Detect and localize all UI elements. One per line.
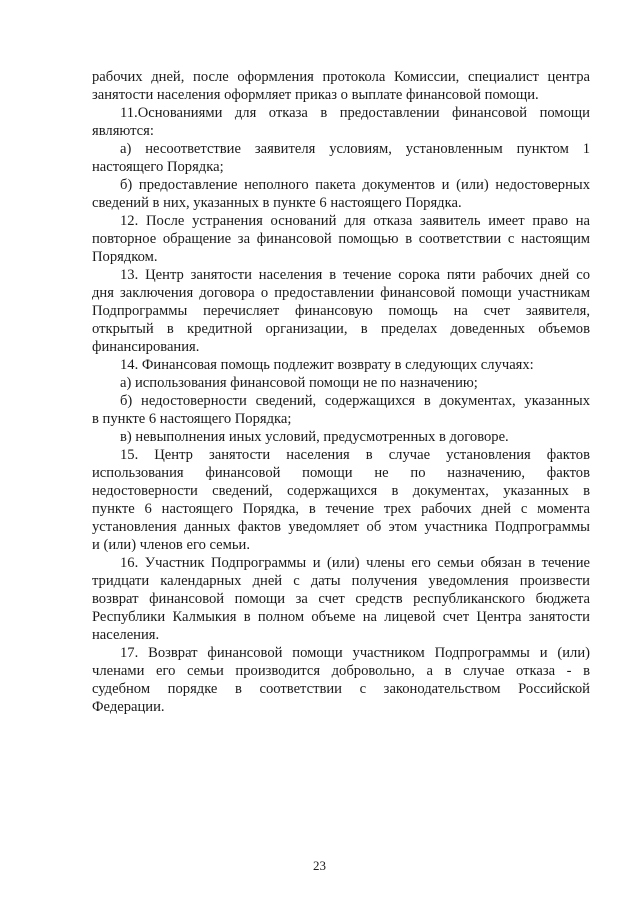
text-line: Республики Калмыкия в полном объеме на лицевой счет Центра занятости: [92, 609, 590, 625]
text-line: в) невыполнения иных условий, предусмотренных в договоре.: [120, 429, 509, 445]
text-line: рабочих дней, после оформления протокола Комиссии, специалист центра: [92, 69, 590, 85]
text-line: пункте 6 настоящего Порядка, в течение трех рабочих дней с момента: [92, 501, 590, 517]
text-line: занятости населения оформляет приказ о выплате финансовой помощи.: [92, 87, 539, 103]
text-line: а) несоответствие заявителя условиям, установленным пунктом 1: [120, 141, 590, 157]
text-line: сведений в них, указанных в пункте 6 настоящего Порядка.: [92, 195, 462, 211]
text-line: являются:: [92, 123, 154, 139]
text-line: 15. Центр занятости населения в случае установления фактов: [120, 447, 590, 463]
text-line: возврат финансовой помощи за счет средств республиканского бюджета: [92, 591, 590, 607]
text-line: дня заключения договора о предоставлении финансовой помощи участникам: [92, 285, 590, 301]
text-line: а) использования финансовой помощи не по назначению;: [120, 375, 478, 391]
text-line: населения.: [92, 627, 160, 643]
text-line: 11.Основаниями для отказа в предоставлении финансовой помощи: [120, 105, 590, 121]
text-line: в пункте 6 настоящего Порядка;: [92, 411, 292, 427]
text-line: 14. Финансовая помощь подлежит возврату в следующих случаях:: [120, 357, 534, 373]
text-line: Подпрограммы перечисляет финансовую помощь на счет заявителя,: [92, 303, 590, 319]
text-line: установления данных фактов уведомляет об этом участника Подпрограммы: [92, 519, 590, 535]
text-line: использования финансовой помощи не по назначению, фактов: [92, 465, 590, 481]
text-line: Федерации.: [92, 699, 165, 715]
text-line: б) предоставление неполного пакета документов и (или) недостоверных: [120, 177, 590, 193]
text-line: б) недостоверности сведений, содержащихся в документах, указанных: [120, 393, 590, 409]
text-line: и (или) членов его семьи.: [92, 537, 251, 553]
text-line: 17. Возврат финансовой помощи участником Подпрограммы и (или): [120, 645, 590, 661]
text-line: тридцати календарных дней с даты получения уведомления произвести: [92, 573, 590, 589]
text-line: 12. После устранения оснований для отказа заявитель имеет право на: [120, 213, 590, 229]
text-line: повторное обращение за финансовой помощью в соответствии с настоящим: [92, 231, 590, 247]
text-line: 16. Участник Подпрограммы и (или) члены его семьи обязан в течение: [120, 555, 590, 571]
text-line: открытый в кредитной организации, в пределах доведенных объемов: [92, 321, 590, 337]
page-number: 23: [313, 858, 326, 873]
text-line: финансирования.: [92, 339, 200, 355]
text-line: недостоверности сведений, содержащихся в документах, указанных в: [92, 483, 590, 499]
text-line: Порядком.: [92, 249, 158, 265]
text-line: настоящего Порядка;: [92, 159, 224, 175]
text-line: членами его семьи производится добровольно, а в случае отказа - в: [92, 663, 590, 679]
text-line: 13. Центр занятости населения в течение сорока пяти рабочих дней со: [120, 267, 590, 283]
text-line: судебном порядке в соответствии с законодательством Российской: [92, 681, 590, 697]
